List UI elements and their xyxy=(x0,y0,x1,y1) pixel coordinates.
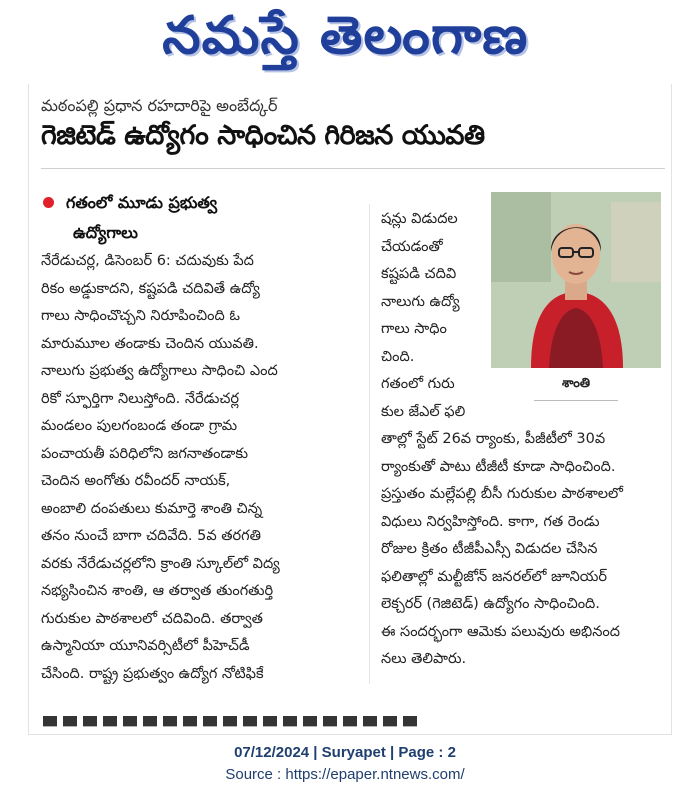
subhead-line-1: గతంలో మూడు ప్రభుత్వ xyxy=(66,193,218,212)
subhead-line-2: ఉద్యోగాలు xyxy=(73,223,138,242)
body-line: వరకు నేరేడుచర్లలోని క్రాంతి స్కూల్‌లో విద్య xyxy=(41,555,280,572)
article-subhead xyxy=(43,188,363,248)
body-line: కుల జేఎల్ ఫలి xyxy=(381,403,466,420)
bullet-icon xyxy=(43,197,54,208)
article-headline: గెజిటెడ్ ఉద్యోగం సాధించిన గిరిజన యువతి xyxy=(41,120,485,151)
body-line: విధులు నిర్వహిస్తోంది. కాగా, గత రెండు xyxy=(381,513,600,530)
body-line: తాల్లో స్టేట్ 26వ ర్యాంకు, పీజీటీలో 30వ xyxy=(381,431,606,447)
body-line: నభ్యసించిన శాంతి, ఆ తర్వాత తుంగతుర్తి xyxy=(41,583,274,599)
article-clipping xyxy=(28,84,672,735)
body-line: రికం అడ్డుకాదని, కష్టపడి చదివితే ఉద్యో xyxy=(41,280,260,297)
masthead xyxy=(0,0,690,80)
body-line: గాలు సాధిం xyxy=(381,321,447,337)
body-line: ఫలితాల్లో మల్టీజోన్ జనరల్‌లో జూనియర్ xyxy=(381,568,608,585)
body-line: చెందిన అంగోతు రవీందర్ నాయక్, xyxy=(41,473,231,489)
article-column-2-wide xyxy=(381,426,671,674)
body-line: కష్టపడి చదివి xyxy=(381,266,457,282)
body-line: నేరేడుచర్ల, డిసెంబర్ 6: చదువుకు పేద xyxy=(41,253,254,269)
body-line: రోజుల క్రితం టీజీపీఎస్సీ విడుదల చేసిన xyxy=(381,541,598,557)
body-line: ఉస్మానియా యూనివర్సిటీలో పీహెచ్‌డీ xyxy=(41,638,250,654)
body-line: మండలం పులగంబండ తండా గ్రామ xyxy=(41,418,238,434)
article-column-1 xyxy=(41,248,363,688)
body-line: తనం నుంచే బాగా చదివేది. 5వ తరగతి xyxy=(41,528,261,544)
body-line: గాలు సాధించొచ్చని నిరూపించింది ఓ xyxy=(41,308,240,324)
body-line: లెక్చరర్ (గెజిటెడ్) ఉద్యోగం సాధించింది. xyxy=(381,596,600,612)
body-line: చేసింది. రాష్ట్ర ప్రభుత్వం ఉద్యోగ నోటిఫికే xyxy=(41,665,264,682)
body-line: నలు తెలిపారు. xyxy=(381,651,467,667)
masthead-title: నమస్తే తెలంగాణ xyxy=(161,6,529,66)
body-line: షన్లు విడుదల xyxy=(381,211,458,227)
portrait-illustration xyxy=(491,192,661,368)
body-line: గతంలో గురు xyxy=(381,376,455,392)
column-divider xyxy=(369,204,370,684)
cut-off-next-headline xyxy=(43,716,423,735)
body-line: పంచాయతీ పరిధిలోని జగనాతండాకు xyxy=(41,445,248,462)
footer-source: Source : https://epaper.ntnews.com/ xyxy=(225,766,465,783)
body-line: రికో స్ఫూర్తిగా నిలుస్తోంది. నేరేడుచర్ల xyxy=(41,390,240,407)
caption-divider xyxy=(534,400,618,401)
photo-caption: శాంతి xyxy=(561,376,591,391)
article-column-2-narrow xyxy=(381,206,479,426)
footer-date-page: 07/12/2024 | Suryapet | Page : 2 xyxy=(234,744,456,761)
source-footer xyxy=(0,742,690,786)
body-line: చేయడంతో xyxy=(381,238,443,255)
article-kicker: మఠంపల్లి ప్రధాన రహదారిపై అంబేద్కర్ xyxy=(41,96,278,115)
body-line: అంబాలి దంపతులు కుమార్తె శాంతి చిన్న xyxy=(41,500,263,517)
body-line: మారుమూల తండాకు చెందిన యువతి. xyxy=(41,335,259,352)
body-line: చింది. xyxy=(381,348,415,365)
body-line: నాలుగు ఉద్యో xyxy=(381,293,460,310)
body-line: ప్రస్తుతం మల్లేపల్లి బీసీ గురుకుల పాఠశాలలో xyxy=(381,486,623,502)
headline-divider xyxy=(41,168,665,169)
body-line: ఈ సందర్భంగా ఆమెకు పలువురు అభినంద xyxy=(381,623,620,640)
body-line: ర్యాంకుతో పాటు టీజీటీ కూడా సాధించింది. xyxy=(381,458,616,475)
body-line: నాలుగు ప్రభుత్వ ఉద్యోగాలు సాధించి ఎంద xyxy=(41,363,278,379)
portrait-photo xyxy=(491,192,661,368)
body-line: గురుకుల పాఠశాలలో చదివింది. తర్వాత xyxy=(41,610,263,627)
